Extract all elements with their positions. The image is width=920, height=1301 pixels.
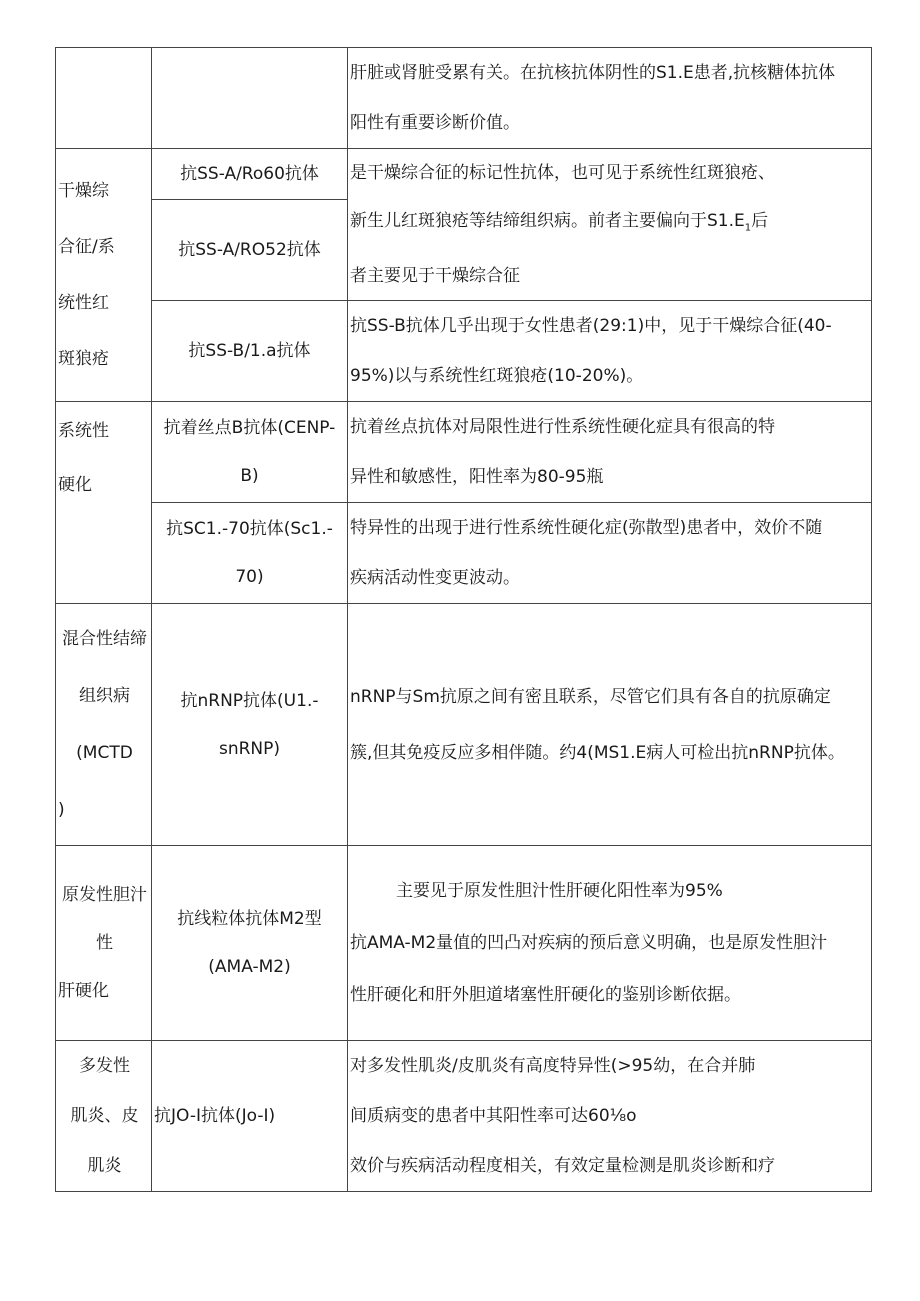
antibody-cell <box>152 402 348 503</box>
description-cell <box>348 846 872 1041</box>
description-line: 对多发性肌炎/皮肌炎有高度特异性(>95幼，在合并肺 <box>350 1056 756 1077</box>
disease-cell <box>56 1041 152 1192</box>
description-line: 疾病活动性变更波动。 <box>350 568 520 589</box>
disease-cell <box>56 402 152 604</box>
description-cell <box>348 604 872 846</box>
description-line: 异性和敏感性，阳性率为80-95瓶 <box>350 467 604 488</box>
disease-line: 系统性 <box>58 421 109 442</box>
description-line: 抗着丝点抗体对局限性进行性系统性硬化症具有很高的特 <box>350 417 775 438</box>
disease-line: 混合性结缔 <box>62 628 147 649</box>
description-line: 新生儿红斑狼疮等结缔组织病。前者主要偏向于$S1.E_1$后 <box>350 211 769 234</box>
table-row <box>56 402 872 503</box>
description-line: 簇,但其免疫反应多相伴随。约4(MS1.E病人可检出抗nRNP抗体。 <box>350 742 845 763</box>
table-row <box>56 1041 872 1192</box>
antibody-cell <box>152 199 348 301</box>
disease-cell <box>56 149 152 402</box>
description-line: 效价与疾病活动程度相关，有效定量检测是肌炎诊断和疗 <box>350 1156 775 1177</box>
description-line: 是干燥综合征的标记性抗体，也可见于系统性红斑狼疮、 <box>350 163 775 183</box>
disease-line: ) <box>58 799 65 820</box>
antibody-table <box>55 47 872 1192</box>
disease-line: 性 <box>96 933 113 954</box>
description-line: nRNP与Sm抗原之间有密且联系，尽管它们具有各自的抗原确定 <box>350 686 831 707</box>
antibody-cell <box>152 48 348 149</box>
table-row <box>56 301 872 402</box>
description-line: 肝脏或肾脏受累有关。在抗核抗体阴性的S1.E患者,抗核糖体抗体 <box>350 63 836 83</box>
antibody-name: 抗SS-B/1.a抗体 <box>188 341 311 362</box>
antibody-name: 抗SS-A/Ro60抗体 <box>180 163 319 184</box>
description-cell <box>348 402 872 503</box>
antibody-name: B) <box>240 466 259 487</box>
disease-line: 肝硬化 <box>58 981 109 1002</box>
description-line: 者主要见于干燥综合征 <box>350 266 520 287</box>
antibody-cell <box>152 301 348 402</box>
antibody-name: 70) <box>235 567 264 588</box>
disease-line: 肌炎、皮 <box>70 1106 139 1127</box>
disease-line: 统性红 <box>58 293 109 314</box>
description-line: 抗AMA-M2量值的凹凸对疾病的预后意义明确，也是原发性胆汁 <box>350 933 828 954</box>
description-line: 阳性有重要诊断价值。 <box>350 113 520 133</box>
table-row <box>56 48 872 149</box>
antibody-name: 抗SS-A/RO52抗体 <box>178 240 321 261</box>
table-row <box>56 846 872 1041</box>
antibody-name: 抗着丝点B抗体(CENP- <box>163 418 336 439</box>
antibody-name: 抗线粒体抗体M2型 <box>177 909 322 930</box>
table-row <box>56 604 872 846</box>
disease-line: 硬化 <box>58 475 92 496</box>
disease-line: 干燥综 <box>58 181 109 202</box>
antibody-name: 抗nRNP抗体(U1.- <box>180 690 319 711</box>
disease-line: 多发性 <box>79 1056 130 1077</box>
antibody-name: 抗SC1.-70抗体(Sc1.- <box>166 519 333 540</box>
description-cell <box>348 503 872 604</box>
disease-line: 组织病 <box>79 685 130 706</box>
description-cell <box>348 1041 872 1192</box>
description-line: 抗SS-B抗体几乎出现于女性患者(29:1)中，见于干燥综合征(40- <box>350 316 832 337</box>
disease-line: 合征/系 <box>58 237 115 258</box>
description-line: 主要见于原发性胆汁性肝硬化阳性率为95% <box>396 881 723 902</box>
antibody-name: snRNP) <box>218 738 281 759</box>
antibody-cell <box>152 1041 348 1192</box>
table-row <box>56 149 872 200</box>
disease-cell <box>56 48 152 149</box>
description-cell <box>348 48 872 149</box>
description-line: 间质病变的患者中其阳性率可达60⅛o <box>350 1106 637 1127</box>
disease-cell <box>56 604 152 846</box>
antibody-name: 抗JO-I抗体(Jo-I) <box>154 1106 276 1127</box>
disease-line: 原发性胆汁 <box>62 885 147 906</box>
description-line: 95%)以与系统性红斑狼疮(10-20%)。 <box>350 366 644 387</box>
antibody-cell <box>152 846 348 1041</box>
antibody-name: (AMA-M2) <box>208 957 291 978</box>
description-line: 性肝硬化和肝外胆道堵塞性肝硬化的鉴别诊断依据。 <box>350 985 741 1006</box>
description-line: 特异性的出现于进行性系统性硬化症(弥散型)患者中，效价不随 <box>350 518 823 539</box>
antibody-cell <box>152 149 348 200</box>
antibody-cell <box>152 503 348 604</box>
table-row <box>56 503 872 604</box>
disease-cell <box>56 846 152 1041</box>
disease-line: 斑狼疮 <box>58 349 109 370</box>
description-cell <box>348 301 872 402</box>
disease-line: (MCTD <box>76 742 133 763</box>
antibody-cell <box>152 604 348 846</box>
description-cell <box>348 149 872 301</box>
disease-line: 肌炎 <box>87 1156 122 1177</box>
